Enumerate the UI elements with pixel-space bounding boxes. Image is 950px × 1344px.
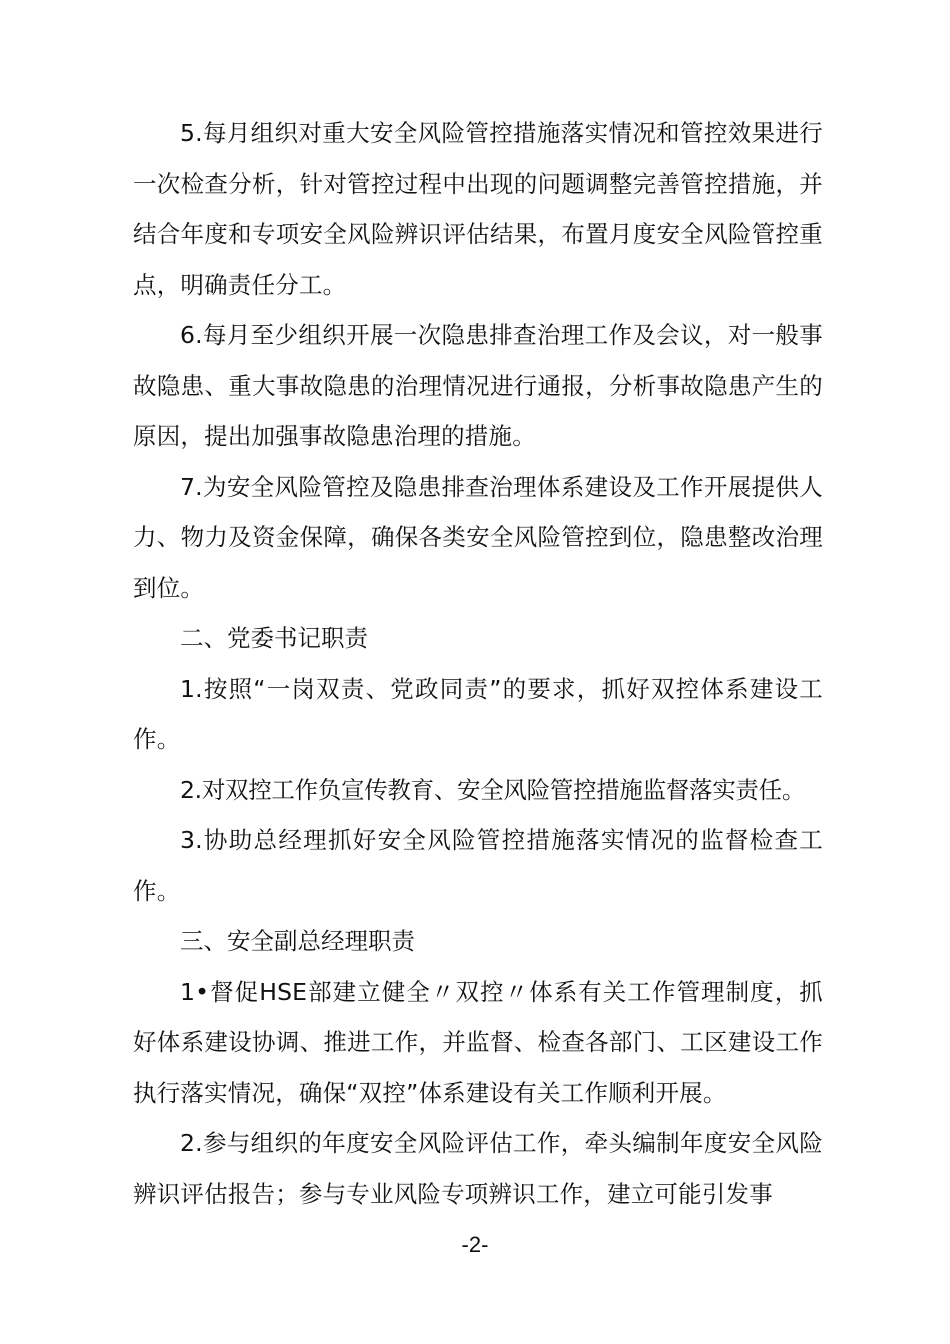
party-secretary-item-2: 2.对双控工作负宣传教育、安全风险管控措施监督落实责任。 [180, 775, 806, 804]
paragraph-item-5: 5.每月组织对重大安全风险管控措施落实情况和管控效果进行一次检查分析，针对管控过程中出现的问题调整完善管控措施，并结合年度和专项安全风险辨识评估结果，布置月度安全风险管控重点，明确责任分工。 [133, 119, 823, 299]
paragraph-item-6: 6.每月至少组织开展一次隐患排查治理工作及会议，对一般事故隐患、重大事故隐患的治理情况进行通报，分析事故隐患产生的原因，提出加强事故隐患治理的措施。 [133, 321, 823, 450]
section-heading-party-secretary: 二、党委书记职责 [180, 624, 368, 652]
paragraph-item-7: 7.为安全风险管控及隐患排查治理体系建设及工作开展提供人力、物力及资金保障，确保各类安全风险管控到位，隐患整改治理到位。 [133, 472, 823, 602]
section-heading-safety-deputy-gm: 三、安全副总经理职责 [180, 927, 415, 955]
party-secretary-item-3: 3.协助总经理抓好安全风险管控措施落实情况的监督检查工作。 [133, 826, 823, 905]
party-secretary-item-1: 1.按照“一岗双责、党政同责”的要求，抓好双控体系建设工作。 [133, 674, 823, 753]
safety-deputy-item-1: 1•督促HSE部建立健全〃双控〃体系有关工作管理制度，抓好体系建设协调、推进工作，并监督、检查各部门、工区建设工作执行落实情况，确保“双控”体系建设有关工作顺利开展。 [133, 977, 823, 1107]
page-number: -2- [461, 1232, 489, 1257]
document-body [133, 108, 823, 1219]
safety-deputy-item-2: 2.参与组织的年度安全风险评估工作，牵头编制年度安全风险辨识评估报告；参与专业风险专项辨识工作，建立可能引发事 [133, 1129, 823, 1208]
